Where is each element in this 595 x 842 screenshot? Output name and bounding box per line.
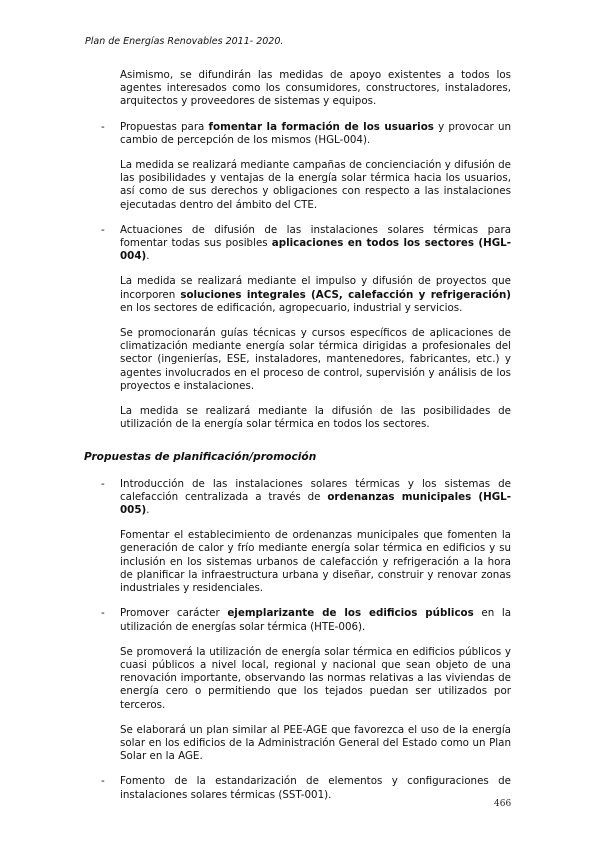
text-run: Propuestas para	[120, 120, 209, 133]
bullet-item	[101, 223, 511, 264]
bullet-dash: -	[101, 477, 105, 490]
text-run: La medida se realizará mediante la difusión de las posibilidades de utilización de la energía solar térmica en todos los sectores.	[120, 405, 511, 431]
text-run: Se promocionarán guías técnicas y cursos específicos de aplicaciones de climatización mediante energía solar térmica dirigidas a profesionales del sector (ingenierías, ESE, instaladores, mantenedores, fabricantes, etc.) y agentes involucrados en el proceso de control, supervisión y análisis de los proyectos e instalaciones.	[120, 327, 511, 392]
text-run: Fomento de la estandarización de elementos y configuraciones de instalaciones solares térmicas (SST-001).	[120, 775, 511, 801]
bullet-item	[101, 120, 511, 147]
bullet-dash: -	[101, 120, 105, 133]
text-run: .	[146, 250, 150, 263]
text-run: Fomentar el establecimiento de ordenanzas municipales que fomenten la generación de calor y frío mediante energía solar térmica en edificios y su inclusión en los sistemas urbanos de calefacción y refrigeración a la hora de planificar la infraestructura urbana y diseñar, construir y renovar zonas industriales y residenciales.	[120, 529, 511, 595]
text-run: La medida se realizará mediante el impulso y difusión de proyectos que incorporen	[120, 275, 511, 301]
bold-text: ejemplarizante de los edificios públicos	[227, 607, 474, 620]
bullet-dash: -	[101, 223, 105, 236]
text-run: La medida se realizará mediante campañas de concienciación y difusión de las posibilidades y ventajas de la energía solar térmica hacia los usuarios, así como de sus derechos y obligaciones con respecto a las instalaciones ejecutadas dentro del ámbito del CTE.	[120, 159, 511, 211]
text-run: en la utilización de energías solar térmica (HTE-006).	[120, 607, 511, 633]
text-group-1	[84, 69, 511, 431]
bullet-item	[101, 775, 511, 801]
paragraph	[120, 159, 511, 212]
page-number: 466	[494, 799, 512, 809]
bullet-dash: -	[101, 607, 105, 620]
paragraph	[120, 69, 511, 109]
paragraph	[120, 405, 511, 431]
text-run: Asimismo, se difundirán las medidas de apoyo existentes a todos los agentes interesados como los consumidores, constructores, instaladores, arquitectos y proveedores de sistemas y equipos.	[120, 69, 511, 108]
section-heading: Propuestas de planificación/promoción	[84, 451, 317, 464]
bold-text: soluciones integrales (ACS, calefacción y refrigeración)	[180, 288, 511, 301]
bold-text: ordenanzas municipales (HGL-005)	[120, 490, 511, 517]
text-run: en los sectores de edificación, agropecuario, industrial y servicios.	[120, 301, 463, 314]
paragraph	[120, 646, 511, 712]
bold-text: aplicaciones en todos los sectores (HGL-004)	[120, 237, 511, 263]
text-run: Actuaciones de difusión de las instalaciones solares térmicas para fomentar todas sus posibles	[120, 223, 511, 250]
paragraph	[120, 275, 511, 315]
text-run: Se elaborará un plan similar al PEE-AGE que favorezca el uso de la energía solar en los edificios de la Administración General del Estado como un Plan Solar en la AGE.	[120, 723, 511, 763]
body-content	[84, 69, 511, 814]
bullet-dash: -	[101, 775, 105, 788]
bold-text: fomentar la formación de los usuarios	[208, 120, 434, 133]
paragraph	[120, 327, 511, 393]
text-run: Se promoverá la utilización de energía solar térmica en edificios públicos y cuasi públicos a nivel local, regional y nacional que sean objeto de una renovación importante, observando las normas relativas a las viviendas de energía cero o permitiendo que los tejados puedan ser utilizados por terceros.	[120, 645, 511, 711]
bullet-item	[101, 607, 511, 633]
text-run: .	[146, 504, 150, 517]
paragraph	[120, 529, 511, 595]
text-run: Introducción de las instalaciones solares térmicas y los sistemas de calefacción centralizada a través de	[120, 477, 511, 503]
running-header: Plan de Energías Renovables 2011- 2020.	[85, 36, 284, 47]
text-run: Promover carácter	[120, 607, 228, 620]
bullet-item	[101, 477, 511, 518]
text-group-2	[84, 478, 511, 802]
paragraph	[120, 724, 511, 764]
text-run: y provocar un cambio de percepción de los mismos (HGL-004).	[120, 120, 511, 146]
